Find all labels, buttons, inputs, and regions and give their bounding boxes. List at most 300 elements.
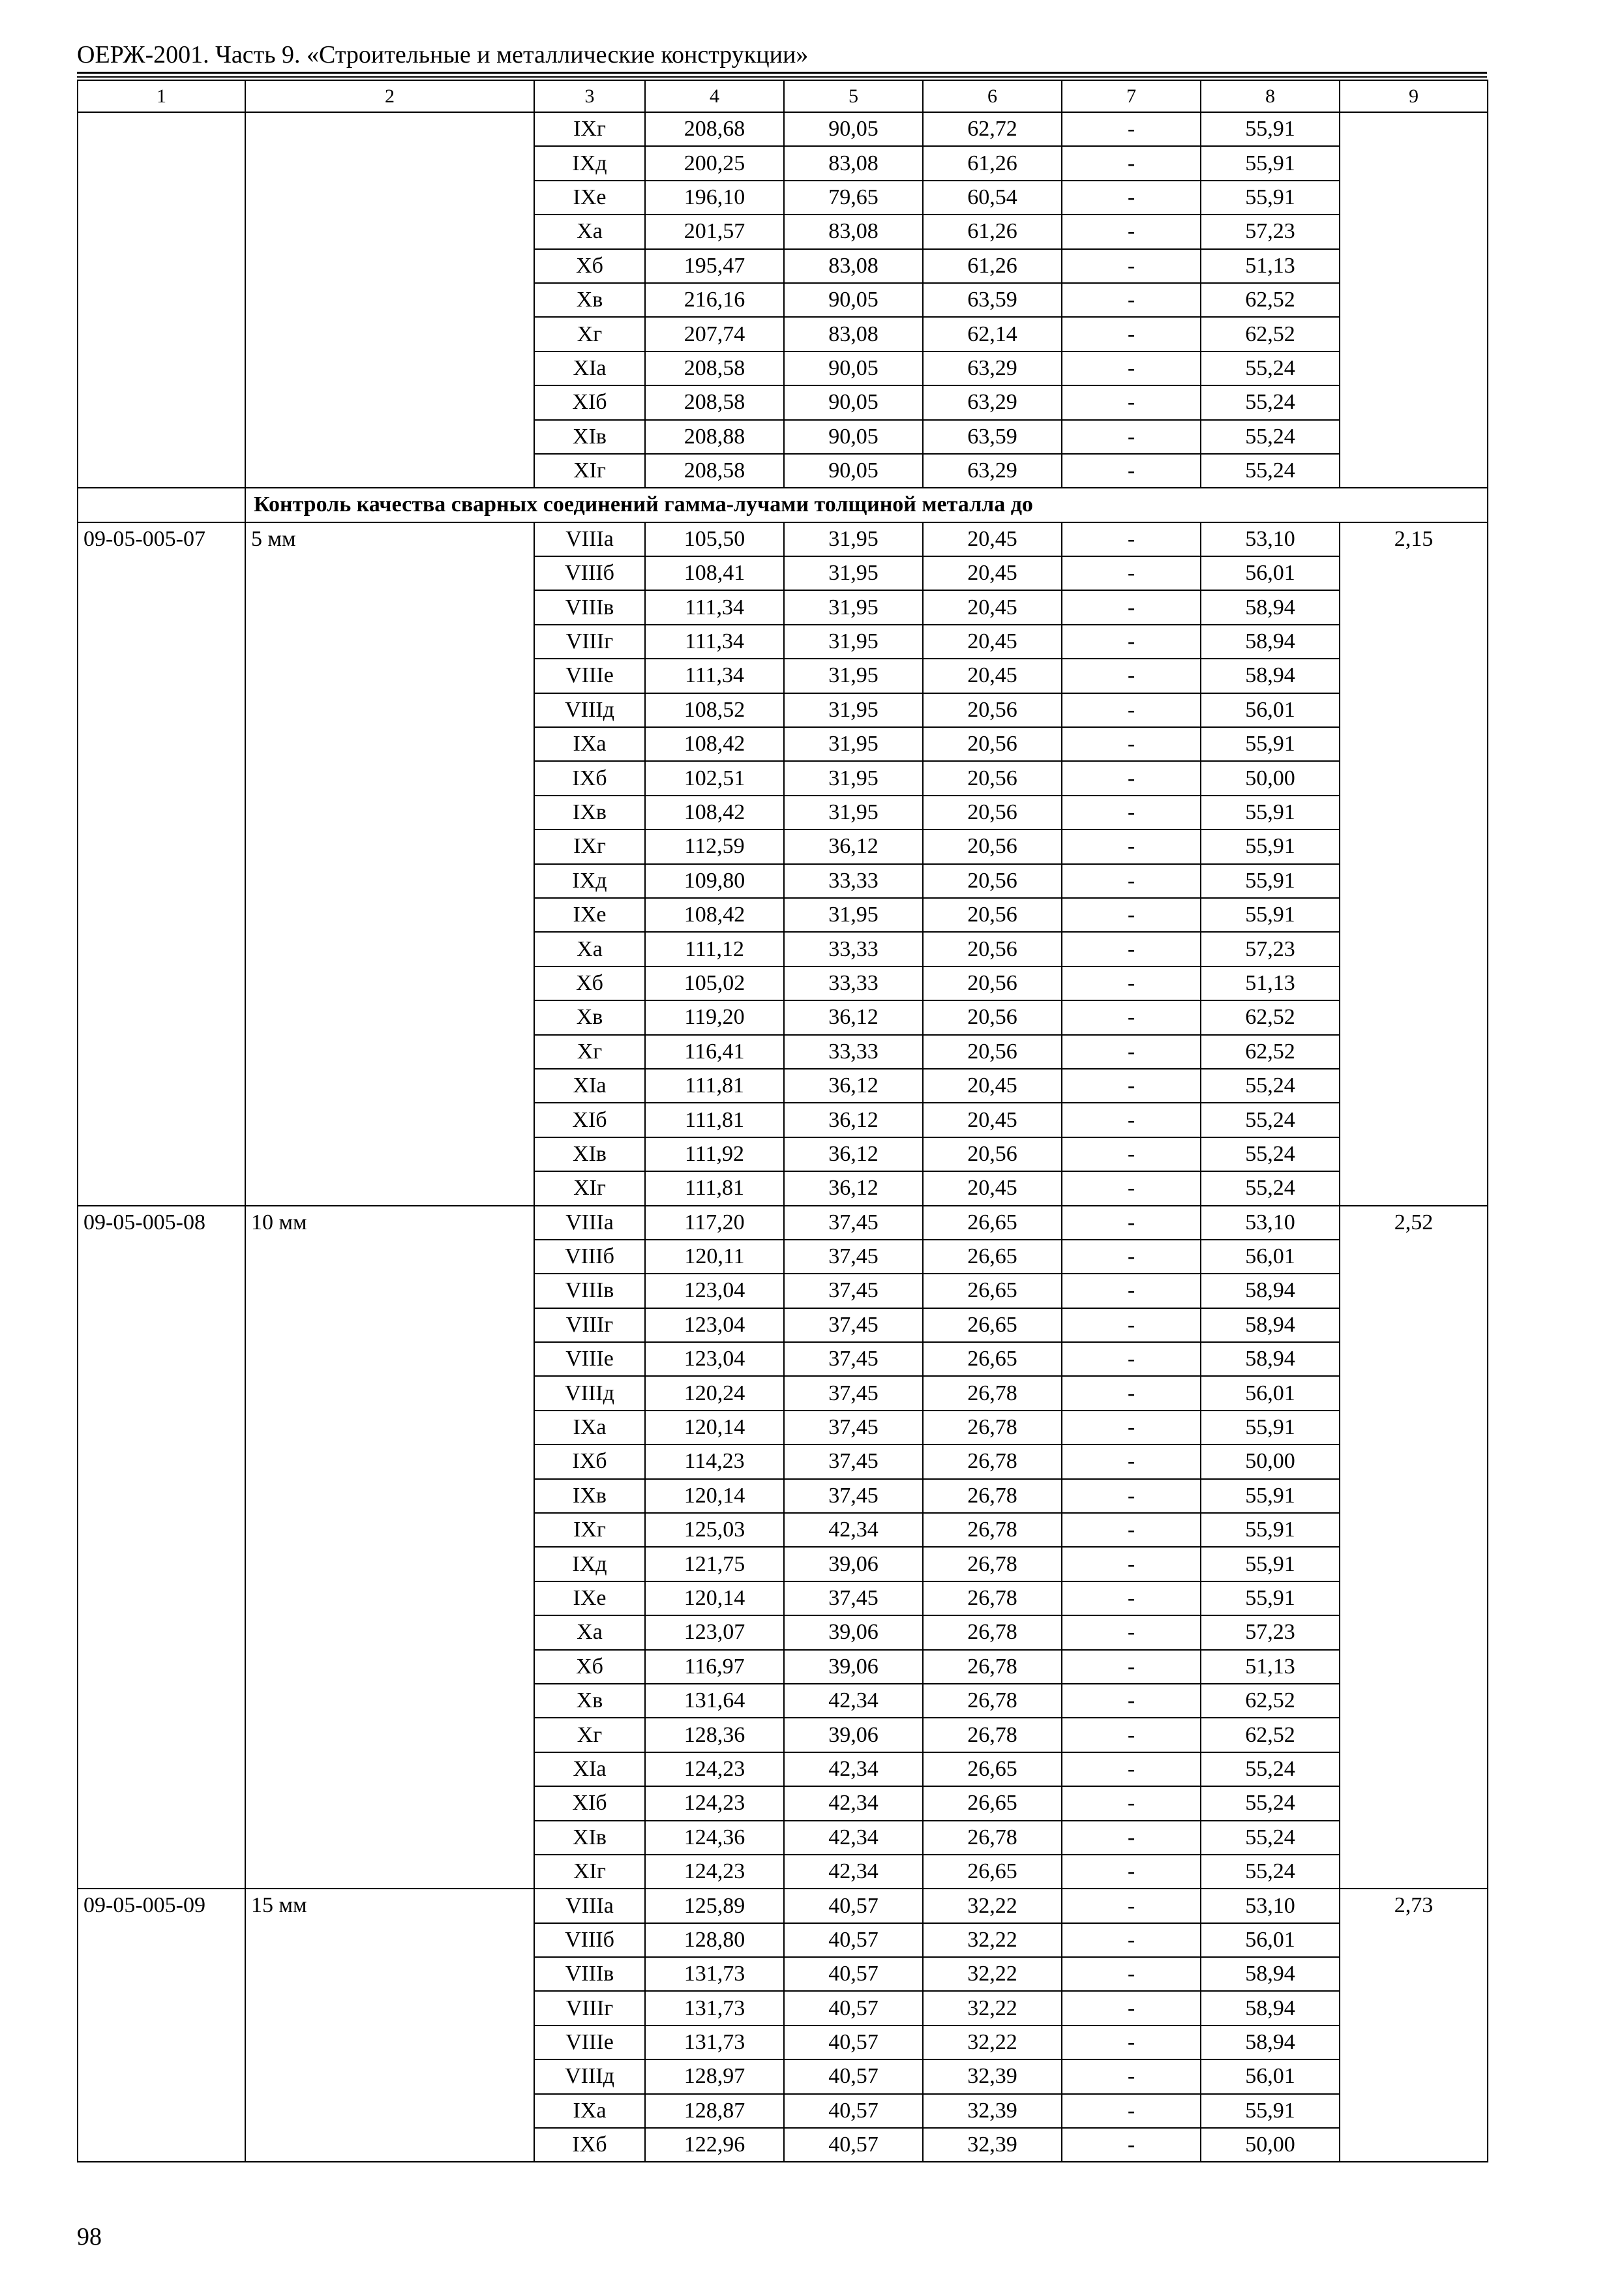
- value-cell: 83,08: [784, 249, 923, 283]
- zone-cell: Xв: [534, 1000, 645, 1034]
- value-cell: 62,52: [1201, 317, 1340, 351]
- value-cell: 26,65: [923, 1855, 1062, 1889]
- column-number-cell: 5: [784, 80, 923, 112]
- value-cell: -: [1062, 1479, 1201, 1513]
- col9-value-cell: 2,73: [1340, 1889, 1488, 2162]
- zone-cell: XIг: [534, 1855, 645, 1889]
- value-cell: 55,91: [1201, 727, 1340, 761]
- value-cell: 108,41: [645, 556, 784, 590]
- column-number-cell: 4: [645, 80, 784, 112]
- value-cell: -: [1062, 2059, 1201, 2093]
- value-cell: 40,57: [784, 2094, 923, 2128]
- value-cell: 120,24: [645, 1376, 784, 1410]
- zone-cell: VIIIд: [534, 2059, 645, 2093]
- value-cell: -: [1062, 932, 1201, 966]
- value-cell: -: [1062, 1752, 1201, 1786]
- value-cell: 121,75: [645, 1547, 784, 1581]
- value-cell: 32,22: [923, 1991, 1062, 2025]
- value-cell: 128,80: [645, 1923, 784, 1957]
- value-cell: -: [1062, 1376, 1201, 1410]
- value-cell: 36,12: [784, 1171, 923, 1205]
- value-cell: 31,95: [784, 727, 923, 761]
- zone-cell: XIг: [534, 1171, 645, 1205]
- value-cell: -: [1062, 659, 1201, 693]
- value-cell: 58,94: [1201, 659, 1340, 693]
- value-cell: 58,94: [1201, 625, 1340, 659]
- value-cell: 62,52: [1201, 1035, 1340, 1069]
- zone-cell: VIIIд: [534, 1376, 645, 1410]
- value-cell: 55,24: [1201, 1137, 1340, 1171]
- value-cell: -: [1062, 1069, 1201, 1103]
- value-cell: 37,45: [784, 1308, 923, 1342]
- value-cell: 58,94: [1201, 590, 1340, 624]
- value-cell: -: [1062, 761, 1201, 795]
- value-cell: 208,58: [645, 352, 784, 385]
- value-cell: 55,24: [1201, 1821, 1340, 1855]
- value-cell: 108,52: [645, 693, 784, 727]
- value-cell: 62,52: [1201, 1718, 1340, 1752]
- value-cell: -: [1062, 1650, 1201, 1684]
- value-cell: 31,95: [784, 625, 923, 659]
- value-cell: 26,78: [923, 1547, 1062, 1581]
- zone-cell: IXe: [534, 181, 645, 215]
- value-cell: 39,06: [784, 1547, 923, 1581]
- zone-cell: IXд: [534, 864, 645, 898]
- value-cell: 55,24: [1201, 385, 1340, 419]
- value-cell: 42,34: [784, 1684, 923, 1718]
- value-cell: 55,24: [1201, 1069, 1340, 1103]
- value-cell: 207,74: [645, 317, 784, 351]
- value-cell: 37,45: [784, 1376, 923, 1410]
- zone-cell: XIб: [534, 1786, 645, 1820]
- value-cell: 111,34: [645, 625, 784, 659]
- value-cell: 20,56: [923, 1035, 1062, 1069]
- value-cell: -: [1062, 522, 1201, 556]
- value-cell: -: [1062, 1855, 1201, 1889]
- zone-cell: IXг: [534, 830, 645, 863]
- value-cell: -: [1062, 1991, 1201, 2025]
- col9-value-cell: 2,52: [1340, 1206, 1488, 1889]
- page-header-title: ОЕРЖ-2001. Часть 9. «Строительные и металлические конструкции»: [77, 41, 809, 68]
- value-cell: 123,04: [645, 1342, 784, 1376]
- value-cell: 120,14: [645, 1479, 784, 1513]
- value-cell: -: [1062, 1547, 1201, 1581]
- value-cell: 56,01: [1201, 693, 1340, 727]
- rate-code-cell: 09-05-005-08: [78, 1206, 245, 1889]
- rate-code-cell: 09-05-005-07: [78, 522, 245, 1206]
- value-cell: 20,56: [923, 796, 1062, 830]
- value-cell: -: [1062, 454, 1201, 488]
- value-cell: -: [1062, 1137, 1201, 1171]
- zone-cell: VIIIб: [534, 556, 645, 590]
- value-cell: -: [1062, 1444, 1201, 1478]
- value-cell: 62,52: [1201, 1684, 1340, 1718]
- value-cell: 26,65: [923, 1752, 1062, 1786]
- value-cell: -: [1062, 1581, 1201, 1615]
- value-cell: 55,91: [1201, 898, 1340, 932]
- value-cell: 123,04: [645, 1308, 784, 1342]
- value-cell: 111,81: [645, 1069, 784, 1103]
- value-cell: 58,94: [1201, 1991, 1340, 2025]
- value-cell: 125,03: [645, 1513, 784, 1547]
- value-cell: 105,50: [645, 522, 784, 556]
- value-cell: 55,91: [1201, 112, 1340, 146]
- value-cell: 42,34: [784, 1821, 923, 1855]
- value-cell: 31,95: [784, 659, 923, 693]
- value-cell: -: [1062, 1308, 1201, 1342]
- value-cell: 56,01: [1201, 556, 1340, 590]
- value-cell: -: [1062, 146, 1201, 180]
- zone-cell: VIIIг: [534, 1991, 645, 2025]
- rates-table: [77, 80, 1488, 2162]
- value-cell: 20,56: [923, 693, 1062, 727]
- value-cell: 20,56: [923, 898, 1062, 932]
- value-cell: 37,45: [784, 1444, 923, 1478]
- rate-description-cell: 15 мм: [245, 1889, 534, 2162]
- value-cell: 111,12: [645, 932, 784, 966]
- value-cell: 124,23: [645, 1855, 784, 1889]
- value-cell: -: [1062, 1274, 1201, 1308]
- value-cell: 51,13: [1201, 966, 1340, 1000]
- value-cell: 55,91: [1201, 1411, 1340, 1444]
- value-cell: 26,78: [923, 1411, 1062, 1444]
- zone-cell: IXб: [534, 1444, 645, 1478]
- value-cell: 40,57: [784, 2026, 923, 2059]
- value-cell: 56,01: [1201, 2059, 1340, 2093]
- value-cell: -: [1062, 556, 1201, 590]
- rate-code-cell: 09-05-005-09: [78, 1889, 245, 2162]
- zone-cell: VIIIг: [534, 625, 645, 659]
- value-cell: -: [1062, 1786, 1201, 1820]
- value-cell: 208,68: [645, 112, 784, 146]
- value-cell: 63,29: [923, 385, 1062, 419]
- table-row: [78, 1889, 1488, 1922]
- value-cell: 37,45: [784, 1342, 923, 1376]
- value-cell: 36,12: [784, 1137, 923, 1171]
- column-number-cell: 7: [1062, 80, 1201, 112]
- value-cell: -: [1062, 249, 1201, 283]
- value-cell: 116,41: [645, 1035, 784, 1069]
- value-cell: 26,78: [923, 1821, 1062, 1855]
- value-cell: 50,00: [1201, 761, 1340, 795]
- value-cell: 20,56: [923, 830, 1062, 863]
- value-cell: 200,25: [645, 146, 784, 180]
- value-cell: -: [1062, 1103, 1201, 1137]
- value-cell: 33,33: [784, 966, 923, 1000]
- value-cell: 42,34: [784, 1513, 923, 1547]
- value-cell: -: [1062, 590, 1201, 624]
- zone-cell: Xг: [534, 1718, 645, 1752]
- value-cell: 58,94: [1201, 1342, 1340, 1376]
- value-cell: 20,56: [923, 1000, 1062, 1034]
- section-empty-cell: [78, 488, 245, 522]
- value-cell: 55,24: [1201, 454, 1340, 488]
- value-cell: 56,01: [1201, 1240, 1340, 1274]
- value-cell: 90,05: [784, 454, 923, 488]
- value-cell: -: [1062, 1718, 1201, 1752]
- value-cell: 123,04: [645, 1274, 784, 1308]
- value-cell: 20,45: [923, 1103, 1062, 1137]
- section-row: [78, 488, 1488, 522]
- value-cell: 20,56: [923, 1137, 1062, 1171]
- value-cell: 120,14: [645, 1581, 784, 1615]
- zone-cell: Xг: [534, 317, 645, 351]
- value-cell: 55,91: [1201, 181, 1340, 215]
- value-cell: 111,81: [645, 1103, 784, 1137]
- value-cell: 40,57: [784, 2128, 923, 2162]
- zone-cell: VIIIб: [534, 1923, 645, 1957]
- value-cell: 90,05: [784, 385, 923, 419]
- value-cell: 26,78: [923, 1615, 1062, 1649]
- value-cell: 108,42: [645, 796, 784, 830]
- value-cell: 39,06: [784, 1650, 923, 1684]
- value-cell: 40,57: [784, 2059, 923, 2093]
- zone-cell: IXa: [534, 727, 645, 761]
- zone-cell: IXд: [534, 1547, 645, 1581]
- value-cell: 55,24: [1201, 1752, 1340, 1786]
- value-cell: 50,00: [1201, 2128, 1340, 2162]
- value-cell: 42,34: [784, 1786, 923, 1820]
- value-cell: -: [1062, 2094, 1201, 2128]
- value-cell: 195,47: [645, 249, 784, 283]
- value-cell: 40,57: [784, 1889, 923, 1922]
- value-cell: 20,45: [923, 1069, 1062, 1103]
- value-cell: 55,91: [1201, 1581, 1340, 1615]
- column-number-row: [78, 80, 1488, 112]
- value-cell: 57,23: [1201, 932, 1340, 966]
- value-cell: 20,45: [923, 522, 1062, 556]
- value-cell: 37,45: [784, 1240, 923, 1274]
- value-cell: -: [1062, 864, 1201, 898]
- value-cell: 37,45: [784, 1581, 923, 1615]
- value-cell: 55,91: [1201, 1547, 1340, 1581]
- value-cell: 63,59: [923, 283, 1062, 317]
- value-cell: 42,34: [784, 1855, 923, 1889]
- value-cell: 39,06: [784, 1615, 923, 1649]
- zone-cell: Xб: [534, 966, 645, 1000]
- value-cell: 32,22: [923, 1957, 1062, 1991]
- value-cell: 125,89: [645, 1889, 784, 1922]
- zone-cell: VIIIг: [534, 1308, 645, 1342]
- value-cell: 42,34: [784, 1752, 923, 1786]
- column-number-cell: 1: [78, 80, 245, 112]
- column-number-cell: 2: [245, 80, 534, 112]
- zone-cell: IXв: [534, 1479, 645, 1513]
- zone-cell: XIб: [534, 385, 645, 419]
- value-cell: 32,22: [923, 1889, 1062, 1922]
- value-cell: 58,94: [1201, 2026, 1340, 2059]
- value-cell: 90,05: [784, 112, 923, 146]
- value-cell: -: [1062, 420, 1201, 454]
- zone-cell: VIIIв: [534, 1957, 645, 1991]
- value-cell: 124,23: [645, 1752, 784, 1786]
- value-cell: 31,95: [784, 556, 923, 590]
- value-cell: -: [1062, 1923, 1201, 1957]
- value-cell: 61,26: [923, 249, 1062, 283]
- value-cell: 117,20: [645, 1206, 784, 1240]
- zone-cell: VIIIб: [534, 1240, 645, 1274]
- value-cell: 124,36: [645, 1821, 784, 1855]
- value-cell: 61,26: [923, 146, 1062, 180]
- value-cell: 90,05: [784, 352, 923, 385]
- value-cell: -: [1062, 1240, 1201, 1274]
- value-cell: 31,95: [784, 693, 923, 727]
- value-cell: 55,24: [1201, 1786, 1340, 1820]
- zone-cell: IXa: [534, 1411, 645, 1444]
- value-cell: 105,02: [645, 966, 784, 1000]
- value-cell: -: [1062, 898, 1201, 932]
- value-cell: 128,97: [645, 2059, 784, 2093]
- zone-cell: Xб: [534, 249, 645, 283]
- value-cell: 26,78: [923, 1650, 1062, 1684]
- value-cell: 55,91: [1201, 1479, 1340, 1513]
- value-cell: -: [1062, 317, 1201, 351]
- value-cell: -: [1062, 1513, 1201, 1547]
- rate-description-cell: [245, 112, 534, 488]
- value-cell: 33,33: [784, 932, 923, 966]
- zone-cell: XIa: [534, 1752, 645, 1786]
- value-cell: 122,96: [645, 2128, 784, 2162]
- value-cell: 208,58: [645, 385, 784, 419]
- section-title: Контроль качества сварных соединений гамма-лучами толщиной металла до: [245, 488, 1488, 522]
- value-cell: 55,24: [1201, 420, 1340, 454]
- value-cell: 116,97: [645, 1650, 784, 1684]
- table-row: [78, 1206, 1488, 1240]
- value-cell: 120,11: [645, 1240, 784, 1274]
- value-cell: 62,72: [923, 112, 1062, 146]
- zone-cell: XIб: [534, 1103, 645, 1137]
- value-cell: 108,42: [645, 898, 784, 932]
- value-cell: 32,39: [923, 2094, 1062, 2128]
- value-cell: -: [1062, 1342, 1201, 1376]
- value-cell: 58,94: [1201, 1308, 1340, 1342]
- value-cell: 26,65: [923, 1240, 1062, 1274]
- value-cell: 26,78: [923, 1684, 1062, 1718]
- value-cell: 26,65: [923, 1308, 1062, 1342]
- value-cell: 20,56: [923, 761, 1062, 795]
- value-cell: 55,91: [1201, 796, 1340, 830]
- value-cell: 55,91: [1201, 864, 1340, 898]
- value-cell: -: [1062, 385, 1201, 419]
- value-cell: -: [1062, 830, 1201, 863]
- value-cell: 57,23: [1201, 1615, 1340, 1649]
- table-row: [78, 522, 1488, 556]
- value-cell: 26,65: [923, 1786, 1062, 1820]
- value-cell: 26,78: [923, 1376, 1062, 1410]
- table-row: [78, 112, 1488, 146]
- value-cell: 131,73: [645, 1991, 784, 2025]
- value-cell: 111,34: [645, 659, 784, 693]
- value-cell: 53,10: [1201, 1889, 1340, 1922]
- value-cell: -: [1062, 352, 1201, 385]
- zone-cell: VIIIв: [534, 590, 645, 624]
- value-cell: 31,95: [784, 898, 923, 932]
- zone-cell: IXг: [534, 112, 645, 146]
- value-cell: -: [1062, 1684, 1201, 1718]
- value-cell: 26,78: [923, 1479, 1062, 1513]
- zone-cell: XIв: [534, 1137, 645, 1171]
- value-cell: 63,29: [923, 352, 1062, 385]
- value-cell: 32,39: [923, 2128, 1062, 2162]
- page-number: 98: [77, 2223, 102, 2251]
- zone-cell: XIa: [534, 352, 645, 385]
- value-cell: 26,65: [923, 1342, 1062, 1376]
- zone-cell: IXa: [534, 2094, 645, 2128]
- value-cell: 40,57: [784, 1991, 923, 2025]
- value-cell: 37,45: [784, 1411, 923, 1444]
- value-cell: 32,22: [923, 1923, 1062, 1957]
- value-cell: 51,13: [1201, 249, 1340, 283]
- value-cell: -: [1062, 1411, 1201, 1444]
- zone-cell: XIa: [534, 1069, 645, 1103]
- value-cell: 39,06: [784, 1718, 923, 1752]
- value-cell: 37,45: [784, 1206, 923, 1240]
- col9-value-cell: [1340, 112, 1488, 488]
- value-cell: 26,78: [923, 1513, 1062, 1547]
- value-cell: 26,78: [923, 1581, 1062, 1615]
- value-cell: 56,01: [1201, 1923, 1340, 1957]
- value-cell: 111,81: [645, 1171, 784, 1205]
- value-cell: -: [1062, 1206, 1201, 1240]
- zone-cell: Xa: [534, 215, 645, 248]
- zone-cell: VIIIд: [534, 693, 645, 727]
- header-rule-thin: [77, 76, 1487, 78]
- value-cell: 20,45: [923, 590, 1062, 624]
- zone-cell: IXг: [534, 1513, 645, 1547]
- zone-cell: IXe: [534, 1581, 645, 1615]
- value-cell: 32,39: [923, 2059, 1062, 2093]
- zone-cell: Xв: [534, 283, 645, 317]
- value-cell: 55,91: [1201, 1513, 1340, 1547]
- value-cell: 90,05: [784, 283, 923, 317]
- value-cell: 208,88: [645, 420, 784, 454]
- value-cell: 102,51: [645, 761, 784, 795]
- value-cell: 20,45: [923, 1171, 1062, 1205]
- value-cell: -: [1062, 966, 1201, 1000]
- value-cell: 55,24: [1201, 1171, 1340, 1205]
- value-cell: 55,91: [1201, 146, 1340, 180]
- value-cell: 31,95: [784, 761, 923, 795]
- value-cell: 36,12: [784, 1069, 923, 1103]
- zone-cell: VIIIa: [534, 1889, 645, 1922]
- value-cell: 216,16: [645, 283, 784, 317]
- zone-cell: IXб: [534, 2128, 645, 2162]
- value-cell: 20,56: [923, 932, 1062, 966]
- column-number-cell: 9: [1340, 80, 1488, 112]
- value-cell: 60,54: [923, 181, 1062, 215]
- value-cell: 63,59: [923, 420, 1062, 454]
- value-cell: 33,33: [784, 1035, 923, 1069]
- value-cell: 62,14: [923, 317, 1062, 351]
- zone-cell: VIIIe: [534, 659, 645, 693]
- column-number-cell: 8: [1201, 80, 1340, 112]
- value-cell: 37,45: [784, 1479, 923, 1513]
- value-cell: 109,80: [645, 864, 784, 898]
- value-cell: 58,94: [1201, 1957, 1340, 1991]
- zone-cell: Xa: [534, 932, 645, 966]
- value-cell: 31,95: [784, 796, 923, 830]
- value-cell: -: [1062, 1821, 1201, 1855]
- value-cell: 112,59: [645, 830, 784, 863]
- value-cell: 26,78: [923, 1444, 1062, 1478]
- value-cell: 32,22: [923, 2026, 1062, 2059]
- value-cell: 31,95: [784, 590, 923, 624]
- value-cell: 36,12: [784, 830, 923, 863]
- value-cell: 26,78: [923, 1718, 1062, 1752]
- zone-cell: IXв: [534, 796, 645, 830]
- column-number-cell: 6: [923, 80, 1062, 112]
- zone-cell: IXд: [534, 146, 645, 180]
